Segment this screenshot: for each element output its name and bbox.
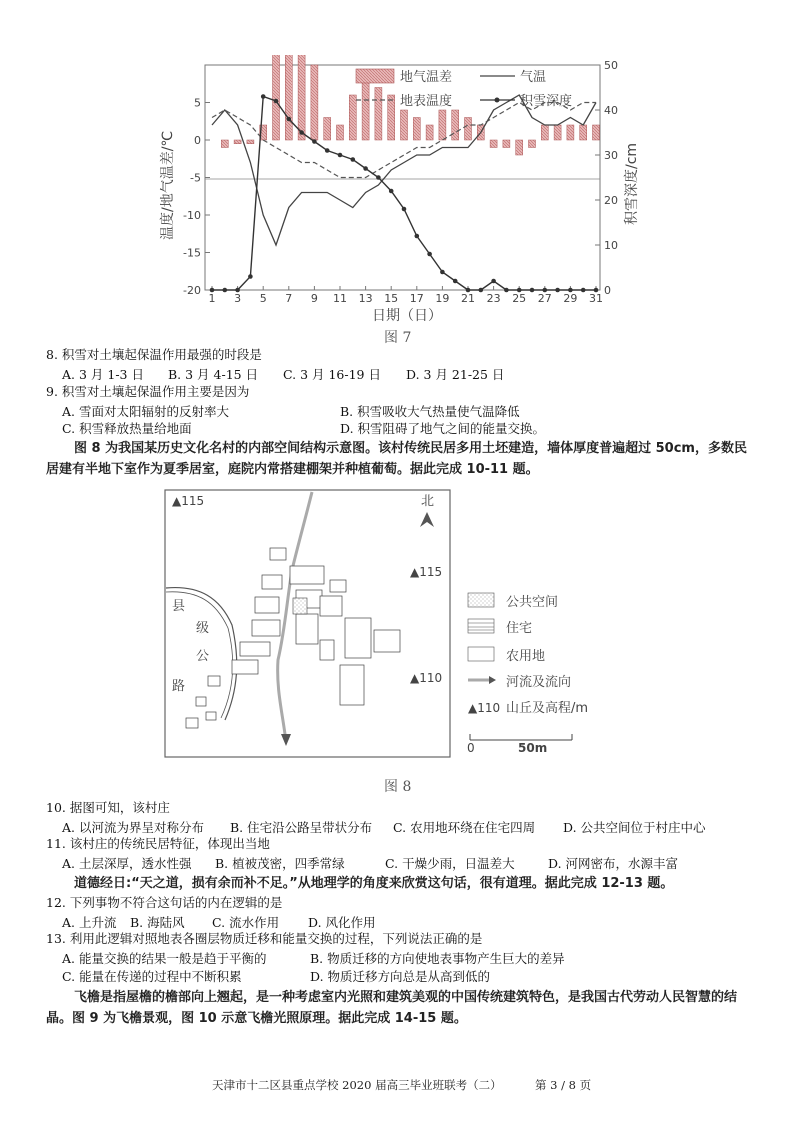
temp-diff-bar [311,65,318,140]
temp-diff-bar [490,140,497,148]
temp-diff-bar [349,95,356,140]
temp-diff-bar [465,118,472,141]
q9-option-a: A. 雪面对太阳辐射的反射率大 [62,404,229,419]
snow-depth-point [210,288,215,293]
legend-air-label: 气温 [520,70,547,85]
q10-stem: 10. 据图可知，该村庄 [46,800,170,815]
temp-diff-bar [439,110,446,140]
left-axis-label: 温度/地气温差/℃ [160,130,176,240]
temp-diff-bar [273,55,280,140]
snow-depth-point [491,279,496,284]
x-tick-label: 19 [435,292,450,305]
left-tick-label: -10 [183,209,201,222]
snow-depth-point [261,94,266,99]
scale-zero: 0 [467,741,475,755]
x-tick-label: 15 [384,292,399,305]
legend-surface-label: 地表温度 [400,94,453,109]
snow-depth-point [530,288,535,293]
x-tick-label: 9 [310,292,318,305]
q9-option-b: B. 积雪吸收大气热量使气温降低 [340,404,520,419]
peak-115-nw: ▲115 [172,494,205,508]
q10-option-d: D. 公共空间位于村庄中心 [563,820,706,835]
q13-option-b: B. 物质迁移的方向使地表事物产生巨大的差异 [310,951,565,966]
left-tick-label: 0 [194,134,201,147]
x-tick-label: 11 [333,292,347,305]
q8-stem: 8. 积雪对土壤起保温作用最强的时段是 [46,347,262,362]
temp-diff-bar [426,125,433,140]
intro-q14: 飞檐是指屋檐的檐部向上翘起，是一种考虑室内光照和建筑美观的中国传统建筑特色，是我国古代劳动人民智慧的结晶。图 9 为飞檐景观，图 10 示意飞檐光照原理。据此完成 14-15 题。 [46,990,738,1026]
q9-option-c: C. 积雪释放热量给地面 [62,421,192,436]
scale-50m: 50m [518,741,548,755]
right-tick-label: 50 [604,59,618,72]
snow-depth-point [415,234,420,239]
snow-depth-point [504,288,509,293]
snow-depth-point [338,153,343,158]
q9-stem: 9. 积雪对土壤起保温作用主要是因为 [46,384,250,399]
peak-115-e: ▲115 [410,565,443,579]
road-label-2: 级 [196,621,210,636]
legend-house-swatch [468,619,494,633]
x-tick-label: 23 [486,292,501,305]
legend-public-swatch [468,593,494,607]
q8-option-c: C. 3 月 16-19 日 [283,367,381,382]
q13-option-d: D. 物质迁移方向总是从高到低的 [310,969,491,984]
road-label-3: 公 [196,649,210,664]
snow-depth-point [543,288,548,293]
q11-stem: 11. 该村庄的传统民居特征，体现出当地 [46,836,270,851]
q11-option-d: D. 河网密布，水源丰富 [548,856,679,871]
figure7-caption: 图 7 [384,330,412,346]
snow-depth-point [223,288,228,293]
left-tick-label: -5 [190,171,201,185]
temp-diff-bar [234,140,241,144]
snow-depth-point [427,252,432,257]
right-axis-label: 积雪深度/cm [624,142,640,225]
peak-110-e: ▲110 [410,671,443,685]
footer-page-number: 第 3 / 8 页 [535,1078,592,1092]
public-space [293,598,307,614]
figure8-caption: 图 8 [384,779,412,795]
q8-option-d: D. 3 月 21-25 日 [406,367,505,382]
q11-option-b: B. 植被茂密，四季常绿 [215,856,345,871]
snow-depth-point [479,288,484,293]
figure7-chart [150,55,650,355]
temp-diff-bar [593,125,600,140]
temp-diff-bar [554,125,561,140]
legend-farm-swatch [468,647,494,661]
q12-option-c: C. 流水作用 [212,915,280,930]
left-tick-label: -15 [183,246,201,260]
road-label-1: 县 [172,599,186,614]
q13-option-a: A. 能量交换的结果一般是趋于平衡的 [62,951,267,966]
snow-depth-point [389,189,394,194]
q9-option-d: D. 积雪阻碍了地气之间的能量交换。 [340,421,546,436]
footer-school: 天津市十二区县重点学校 2020 届高三毕业班联考（二） [212,1078,502,1092]
temp-diff-bar [247,140,254,144]
q10-option-a: A. 以河流为界呈对称分布 [62,820,204,835]
snow-depth-point [517,288,522,293]
x-tick-label: 5 [259,292,267,305]
q12-stem: 12. 下列事物不符合这句话的内在逻辑的是 [46,895,283,910]
snow-depth-point [312,139,317,144]
figure8-map [160,488,620,788]
snow-depth-point [568,288,573,293]
q11-option-a: A. 土层深厚，透水性强 [62,856,192,871]
left-tick-label: -20 [183,284,201,297]
q13-stem: 13. 利用此逻辑对照地表各圈层物质迁移和能量交换的过程，下列说法正确的是 [46,931,483,946]
temp-diff-bar [401,110,408,140]
legend-peak-symbol: ▲110 [468,701,501,715]
right-tick-label: 30 [604,149,618,162]
temp-diff-bar [580,125,587,140]
snow-depth-point [325,148,330,153]
x-tick-label: 29 [563,292,578,305]
snow-depth-point [581,288,586,293]
snow-depth-point [555,288,560,293]
snow-depth-point [235,288,240,293]
left-tick-label: 5 [194,96,201,110]
x-tick-label: 7 [285,292,293,305]
q11-option-c: C. 干燥少雨，日温差大 [385,856,515,871]
temp-diff-bar [285,55,292,140]
q12-option-a: A. 上升流 [62,915,117,930]
temp-diff-bar [413,118,420,141]
snow-depth-point [248,274,253,279]
q13-option-c: C. 能量在传递的过程中不断积累 [62,969,242,984]
snow-depth-point [363,166,368,171]
q12-option-b: B. 海陆风 [130,915,185,930]
right-tick-label: 20 [604,194,618,207]
right-tick-label: 10 [604,239,618,252]
legend-bar-label: 地气温差 [400,70,453,85]
temp-diff-bar [503,140,510,148]
temp-diff-bar [516,140,523,155]
x-tick-label: 25 [512,292,527,305]
snow-depth-point [594,288,599,293]
x-tick-label: 1 [208,292,216,305]
temp-diff-bar [375,88,382,141]
snow-depth-point [376,175,381,180]
snow-depth-point [453,279,458,284]
legend-peak-label: 山丘及高程/m [506,701,589,716]
right-tick-label: 0 [604,284,611,297]
x-tick-label: 31 [589,292,603,305]
x-tick-label: 13 [358,292,373,305]
q10-option-c: C. 农用地环绕在住宅四周 [393,820,536,835]
legend-snow-label: 积雪深度 [520,94,573,109]
right-tick-label: 40 [604,104,618,117]
temp-diff-bar [362,80,369,140]
snow-depth-point [466,288,471,293]
snow-depth-point [351,157,356,162]
x-tick-label: 21 [461,292,475,305]
q10-option-b: B. 住宅沿公路呈带状分布 [230,820,373,835]
x-tick-label: 17 [409,292,424,305]
north-label: 北 [421,494,435,509]
temp-diff-bar [298,55,305,140]
snow-depth-point [299,130,304,135]
temp-diff-bar [324,118,331,141]
x-axis-label: 日期（日） [372,308,442,324]
temp-diff-bar [388,95,395,140]
intro-figure8: 图 8 为我国某历史文化名村的内部空间结构示意图。该村传统民居多用土坯建造，墙体厚度普遍超过 50cm，多数民居建有半地下室作为夏季居室，庭院内常搭建棚架并种植葡萄。据此完成 10-11 题。 [46,441,747,477]
snow-depth-point [402,207,407,212]
legend-house-label: 住宅 [506,621,533,636]
x-tick-label: 27 [537,292,552,305]
snow-depth-point [440,270,445,275]
intro-q12: 道德经日:“天之道，损有余而补不足。”从地理学的角度来欣赏这句话，很有道理。据此完成 12-13 题。 [74,876,674,891]
temp-diff-bar [529,140,536,148]
q12-option-d: D. 风化作用 [308,915,376,930]
q8-option-a: A. 3 月 1-3 日 [62,367,144,382]
x-tick-label: 3 [234,292,242,305]
legend-river-label: 河流及流向 [506,675,572,690]
legend-public-label: 公共空间 [506,595,559,610]
temp-diff-bar [337,125,344,140]
temp-diff-bar [541,125,548,140]
temp-diff-bar [567,125,574,140]
q8-option-b: B. 3 月 4-15 日 [168,367,259,382]
legend-farm-label: 农用地 [506,649,546,664]
snow-depth-point [274,99,279,104]
temp-diff-bar [221,140,228,148]
temp-diff-bar [452,110,459,140]
snow-depth-point [287,117,292,122]
road-label-4: 路 [172,679,186,694]
legend-bar-swatch [356,69,394,83]
